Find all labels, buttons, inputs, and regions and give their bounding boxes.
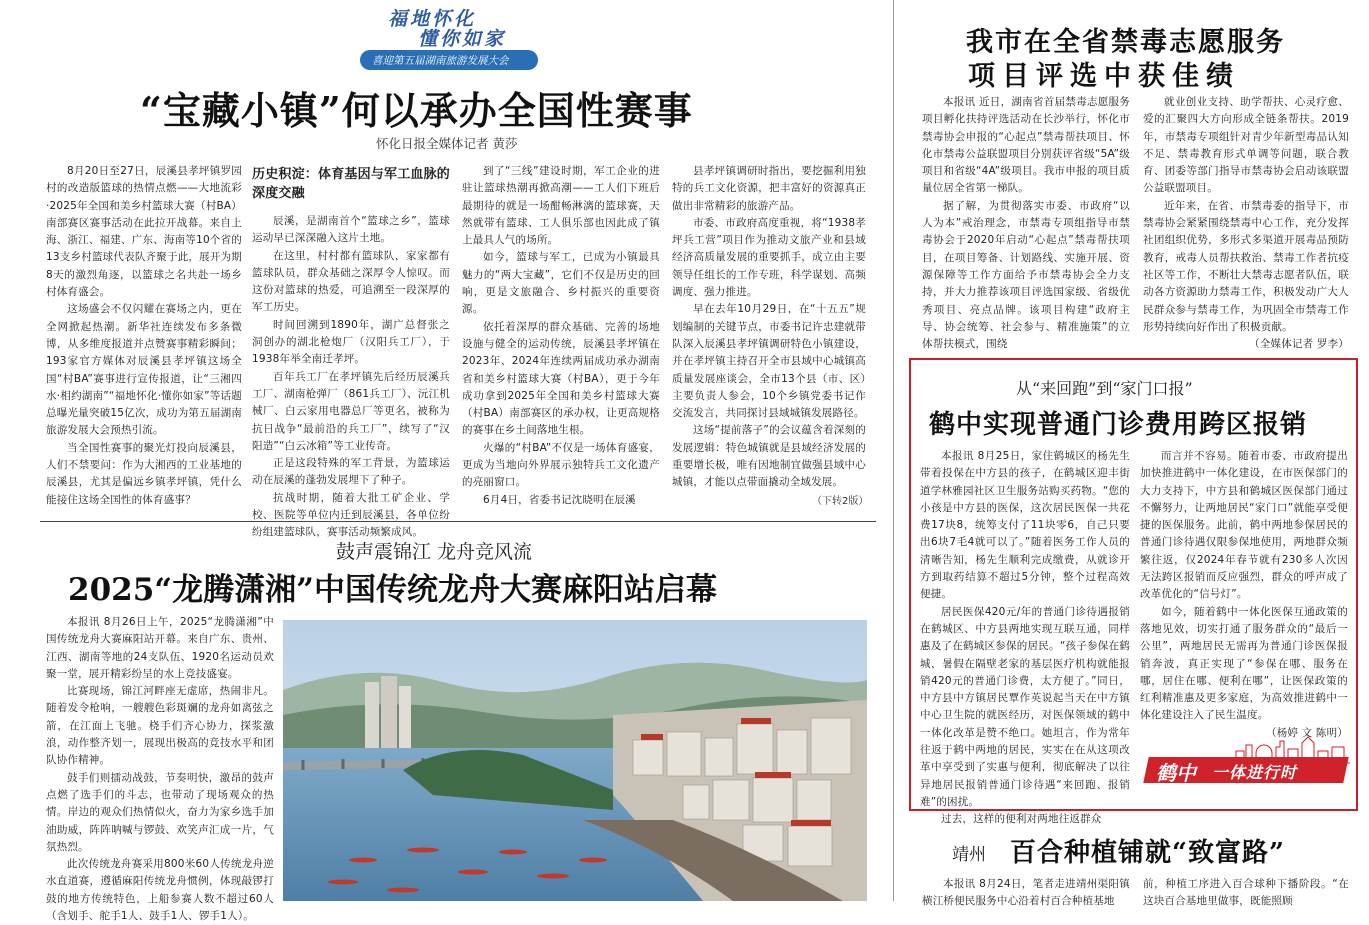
article2-column [46, 614, 274, 923]
article1-c3-p1: 到了“三线”建设时期，军工企业的进驻让篮球热潮再掀高潮——工人们下班后最期待的就是一场酣畅淋漓的篮球赛，天然就带有篮球、工人俱乐部也因此成了镇上最具人气的场所。 [462, 165, 660, 247]
article4-c1-p2: 居民医保420元/年的普通门诊待遇报销在鹤城区、中方县两地实现互联互通，同样惠及了在鹤城区参保的居民。“孩子参保在鹤城，暑假在隔壁老家的基层医疗机构就能报销420元的普通门诊费，太方便了。”同日，中方县中方镇居民覃作英说起当天在中方镇中心卫生院的就医经历，对医保领域的鹤中一体化改革是赞不绝口。她坦言，作为常年往返于鹤中两地的居民，实实在在从这项改革中享受到了实惠与便利，彻底解决了以往异地居民报销普通门诊待遇“来回跑、报销难”的困扰。 [920, 605, 1130, 808]
article3-c2-byline: （全媒体记者 罗李） [1249, 338, 1349, 351]
article1-column-1 [46, 163, 242, 523]
article1-column-3 [462, 163, 660, 523]
article1-column-2 [252, 163, 451, 539]
logo-main-text: 鹤中 [1156, 761, 1196, 785]
article2-title: 2025“龙腾潇湘”中国传统龙舟大赛麻阳站启幕 [68, 572, 717, 608]
article4-kicker: 从“来回跑”到“家门口报” [1016, 379, 1193, 398]
article1-c3-p5: 6月4日，省委书记沈晓明在辰溪 [483, 493, 636, 506]
article4-c1-p3: 过去，这样的便利对两地往返群众 [941, 813, 1102, 826]
article5-c2-p1: 前，种植工序进入百合球种下播阶段。“在这块百合基地里做事，既能照顾 [1143, 878, 1349, 908]
article4-c2-p1: 而言并不容易。随着市委、市政府提出加快推进鹤中一体化建设，在市医保部门的大力支持下，中方县和鹤城区医保部门通过不懈努力，让两地居民“家门口”就能享受便捷的医保服务。此前，鹤中两地参保居民的普通门诊待遇仅限参保地使用，两地群众频繁往返，仅2024年春节就有230多人次因无法跨区报销而反应强烈，群众的呼声成了改革优化的“信号灯”。 [1140, 450, 1348, 601]
article2-p3: 鼓手们则擂动战鼓，节奏明快，激昂的鼓声点燃了选手们的斗志，也带动了现场观众的热情。岸边的观众们热情似火，奋力为家乡选手加油助威，阵阵呐喊与锣鼓、欢笑声汇成一片，气氛热烈。 [46, 771, 274, 853]
article3-c1-p2: 据了解，为贯彻落实市委、市政府“以人为本”戒治理念，市禁毒专项组指导市禁毒协会于2020年启动“心起点”禁毒帮扶项目，在项目筹备、计划路线、实施开展、资源保障等工作方面给予市禁毒协会全力支持，并大力推荐该项目评选国家级、省级优秀项目、亮点品牌。该项目构建“政府主导、协会统筹、社会参与、精准施策”的立体帮扶模式，围绕 [922, 199, 1130, 351]
article-separator [40, 521, 876, 522]
article1-c2-p5: 正是这段特殊的军工背景，为篮球运动在辰溪的蓬勃发展埋下了种子。 [252, 457, 450, 487]
article4-column-2 [1140, 448, 1348, 738]
article4-c1-p1: 本报讯 8月25日，家住鹤城区的杨先生带着投保在中方县的孩子，在鹤城区迎丰街道学林雅园社区卫生服务站购买药物。“您的小孩是中方县的医保，这次居民医保一共花费17块8，统筹支付了11块零6，自己只要出6块7毛4就可以了。”随着医务工作人员的清晰告知，杨先生顺利完成缴费，从就诊开方到取药结算不超过5分钟，整个过程高效便捷。 [920, 450, 1130, 601]
logo-sub-text: 一体进行时 [1212, 763, 1298, 782]
article2-p1: 本报讯 8月26日上午，2025“龙腾潇湘”中国传统龙舟大赛麻阳站开幕。来自广东、贵州、江西、湖南等地的24支队伍、1920名运动员欢聚一堂，展开精彩纷呈的水上竞技盛宴。 [46, 616, 274, 680]
banner-ribbon [360, 50, 538, 70]
hezhong-logo [1146, 735, 1351, 787]
article2-kicker: 鼓声震锦江 龙舟竞风流 [336, 541, 533, 563]
tourism-banner [350, 2, 540, 72]
article5-title: 百合种植铺就“致富路” [1010, 838, 1285, 868]
article4-c2-p2: 如今，随着鹤中一体化医保互通政策的落地见效，切实打通了服务群众的“最后一公里”，两地居民无需再为普通门诊医保报销奔波，真正实现了“参保在哪、服务在哪，居住在哪、便利在哪”，让医保政策的红利精准惠及更多家庭，为高效推进鹤中一体化建设注入了民生温度。 [1140, 605, 1348, 722]
article1-subheading: 历史积淀：体育基因与军工血脉的深度交融 [252, 167, 451, 201]
article1-c2-p2: 在这里，村村都有篮球队，家家都有篮球队员，群众基础之深厚令人惊叹。而这份对篮球的热爱，可追溯至一段深厚的军工历史。 [252, 249, 450, 314]
article1-byline: 怀化日报全媒体记者 黄莎 [376, 136, 518, 151]
article3-column-1 [922, 94, 1130, 351]
article5-c1-p1: 本报讯 8月24日，笔者走进靖州渠阳镇横江桥便民服务中心沿着村百合种植基地 [922, 878, 1130, 908]
article3-c1-p1: 本报讯 近日，湖南省首届禁毒志愿服务项目孵化扶持评选活动在长沙举行，怀化市禁毒协会申报的“心起点”禁毒帮扶项目、怀化市禁毒公益联盟项目分别获评省级“5A”级项目和省级“4A”级项目。我市申报的项目质量位居全省第一梯队。 [922, 96, 1130, 195]
article3-c2-p1: 就业创业支持、助学帮扶、心灵疗愈、爱的汇聚四大方向形成全链条帮扶。2019年，市禁毒专项组针对青少年新型毒品认知不足、禁毒教育形式单调等问题，联合教育、团委等部门指导市禁毒协会启动该联盟公益联盟项目。 [1143, 96, 1349, 195]
article5-column-2 [1143, 876, 1349, 908]
article1-c4-p3: 早在去年10月29日，在“十五五”规划编制的关键节点，市委书记许忠建就带队深入辰溪县孝坪镇调研特色小镇建设，并在孝坪镇主持召开全市县域中心城镇高质量发展座谈会，全市13个县（市、区）主要负责人参会，10个乡镇党委书记作交流发言，共同探讨县域城镇发展路径。 [672, 303, 866, 420]
article2-p2: 比赛现场，锦江河畔座无虚席，热闹非凡。随着发令枪响，一艘艘色彩斑斓的龙舟如离弦之箭，在江面上飞驰。桡手们齐心协力，探浆激浪，动作整齐划一，展现出极高的竞技水平和团队协作精神。 [46, 685, 274, 767]
dragon-boat-photo [283, 620, 867, 901]
article4-column-1 [920, 448, 1130, 826]
banner-ribbon-text: 喜迎第五届湖南旅游发展大会 [372, 55, 509, 67]
article3-title-line1: 我市在全省禁毒志愿服务 [966, 27, 1285, 58]
article5-column-1 [922, 876, 1130, 908]
article1-c2-p4: 百年兵工厂在孝坪镇先后经历辰溪兵工厂、湖南枪弹厂（861兵工厂）、沅江机械厂、白云家用电器总厂等更名，被称为抗日战争“最前沿的兵工厂”，续写了“汉阳造”“白云冰箱”等工业传奇。 [252, 370, 450, 452]
article1-c3-p2: 如今，篮球与军工，已成为小镇最具魅力的“两大宝藏”，它们不仅是历史的回响，更是文旅融合、乡村振兴的重要资源。 [462, 251, 660, 316]
article1-c2-p3: 时间回溯到1890年，湖广总督张之洞创办的湖北枪炮厂（汉阳兵工厂），于1938年举全南迁孝坪。 [252, 318, 450, 366]
banner-slogan-1: 福地怀化 [388, 8, 477, 30]
article3-c2-p2: 近年来，在省、市禁毒委的指导下，市禁毒协会紧紧围绕禁毒中心工作，充分发挥社团组织优势，多形式多渠道开展毒品预防教育，戒毒人员帮扶救治、禁毒工作者抗疫社区等工作，不断壮大禁毒志愿者队伍，联动各方资源助力禁毒工作，积极发动广大人民群众参与禁毒工作，为巩固全市禁毒工作形势持续向好作出了积极贡献。 [1143, 199, 1349, 333]
column-divider [893, 0, 894, 901]
article1-column-4 [672, 163, 866, 489]
article3-column-2 [1143, 94, 1349, 351]
article1-c3-p3: 依托着深厚的群众基础、完善的场地设施与健全的运动传统，辰溪县孝坪镇在2023年、2024年连续两届成功承办湖南省和美乡村篮球大赛（村BA），更于今年成功拿到2025年全国和美乡村篮球大赛（村BA）南部赛区的承办权，让更高规格的赛事在乡土间落地生根。 [462, 320, 660, 437]
article1-c3-p4: 火爆的“村BA”不仅是一场体育盛宴，更成为当地向外界展示独特兵工文化遗产的亮丽窗口。 [462, 441, 660, 489]
article1-c2-p1: 辰溪，是湖南首个“篮球之乡”，篮球运动早已深深融入这片土地。 [252, 215, 450, 245]
continued-note[interactable]: （下转2版） [812, 496, 869, 507]
article1-c1-p3: 当全国性赛事的聚光灯投向辰溪县，人们不禁要问：作为大湘西的工业基地的辰溪县，尤其是偏远乡镇孝坪镇，凭什么能接住这场全国性的体育盛事？ [46, 441, 242, 506]
article1-c4-p2: 市委、市政府高度重视，将“1938孝坪兵工营”项目作为推动文旅产业和县域经济高质量发展的重要抓手，成立由主要领导任组长的工作专班，科学谋划、高频调度、强力推进。 [672, 216, 866, 299]
article1-title: “宝藏小镇”何以承办全国性赛事 [140, 88, 693, 133]
article1-c1-p2: 这场盛会不仅闪耀在赛场之内，更在全网掀起热潮。新华社连续发布多条微博，从多维度报道并点赞赛事精彩瞬间；193家官方媒体对辰溪县孝坪镇这场全国“村BA”赛事进行宣传报道，让“三湘四水·相约湖南”“福地怀化·懂你如家”等话题总曝光量突破15亿次，成功为第五届湖南旅游发展大会预热引流。 [46, 303, 242, 437]
article5-place: 靖州 [952, 845, 986, 865]
banner-slogan-2: 懂你如家 [418, 28, 507, 50]
article1-c4-p4: 这场“提前落子”的会议蕴含着深刻的发展逻辑：特色城镇就是县域经济发展的重要增长极，唯有因地制宜做强县域中心城镇，才能以点带面撬动全域发展。 [672, 424, 866, 489]
article1-c2-p6: 抗战时期，随着大批工矿企业、学校、医院等单位内迁到辰溪县，各单位纷纷组建篮球队，赛事活动频繁成风。 [252, 491, 450, 539]
article1-c1-p1: 8月20日至27日，辰溪县孝坪镇罗园村的改造版篮球的热情点燃——大地流彩·2025年全国和美乡村篮球大赛（村BA）南部赛区赛事活动在此拉开战幕。来自上海、浙江、福建、广东、海南等10个省的13支乡村篮球代表队齐聚于此，展开为期8天的激烈角逐，以篮球之名共赴一场乡村体育盛会。 [46, 165, 242, 299]
article1-c4-p1: 县孝坪镇调研时指出，要挖掘利用独特的兵工文化资源，把丰富好的资源真正做出非常精彩的旅游产品。 [672, 165, 866, 212]
article4-title: 鹤中实现普通门诊费用跨区报销 [929, 410, 1308, 440]
article2-p4: 此次传统龙舟赛采用800米60人传统龙舟逆水直道赛，遵循麻阳传统龙舟惯例，体现敲锣打鼓的地方传统特色，上船参赛人数不超过60人（含划手、舵手1人、鼓手1人、锣手1人）。 [46, 858, 274, 923]
article3-title-line2: 项目评选中获佳绩 [968, 61, 1240, 92]
article4-c2-byline: （杨婷 文 陈明） [1266, 726, 1348, 739]
